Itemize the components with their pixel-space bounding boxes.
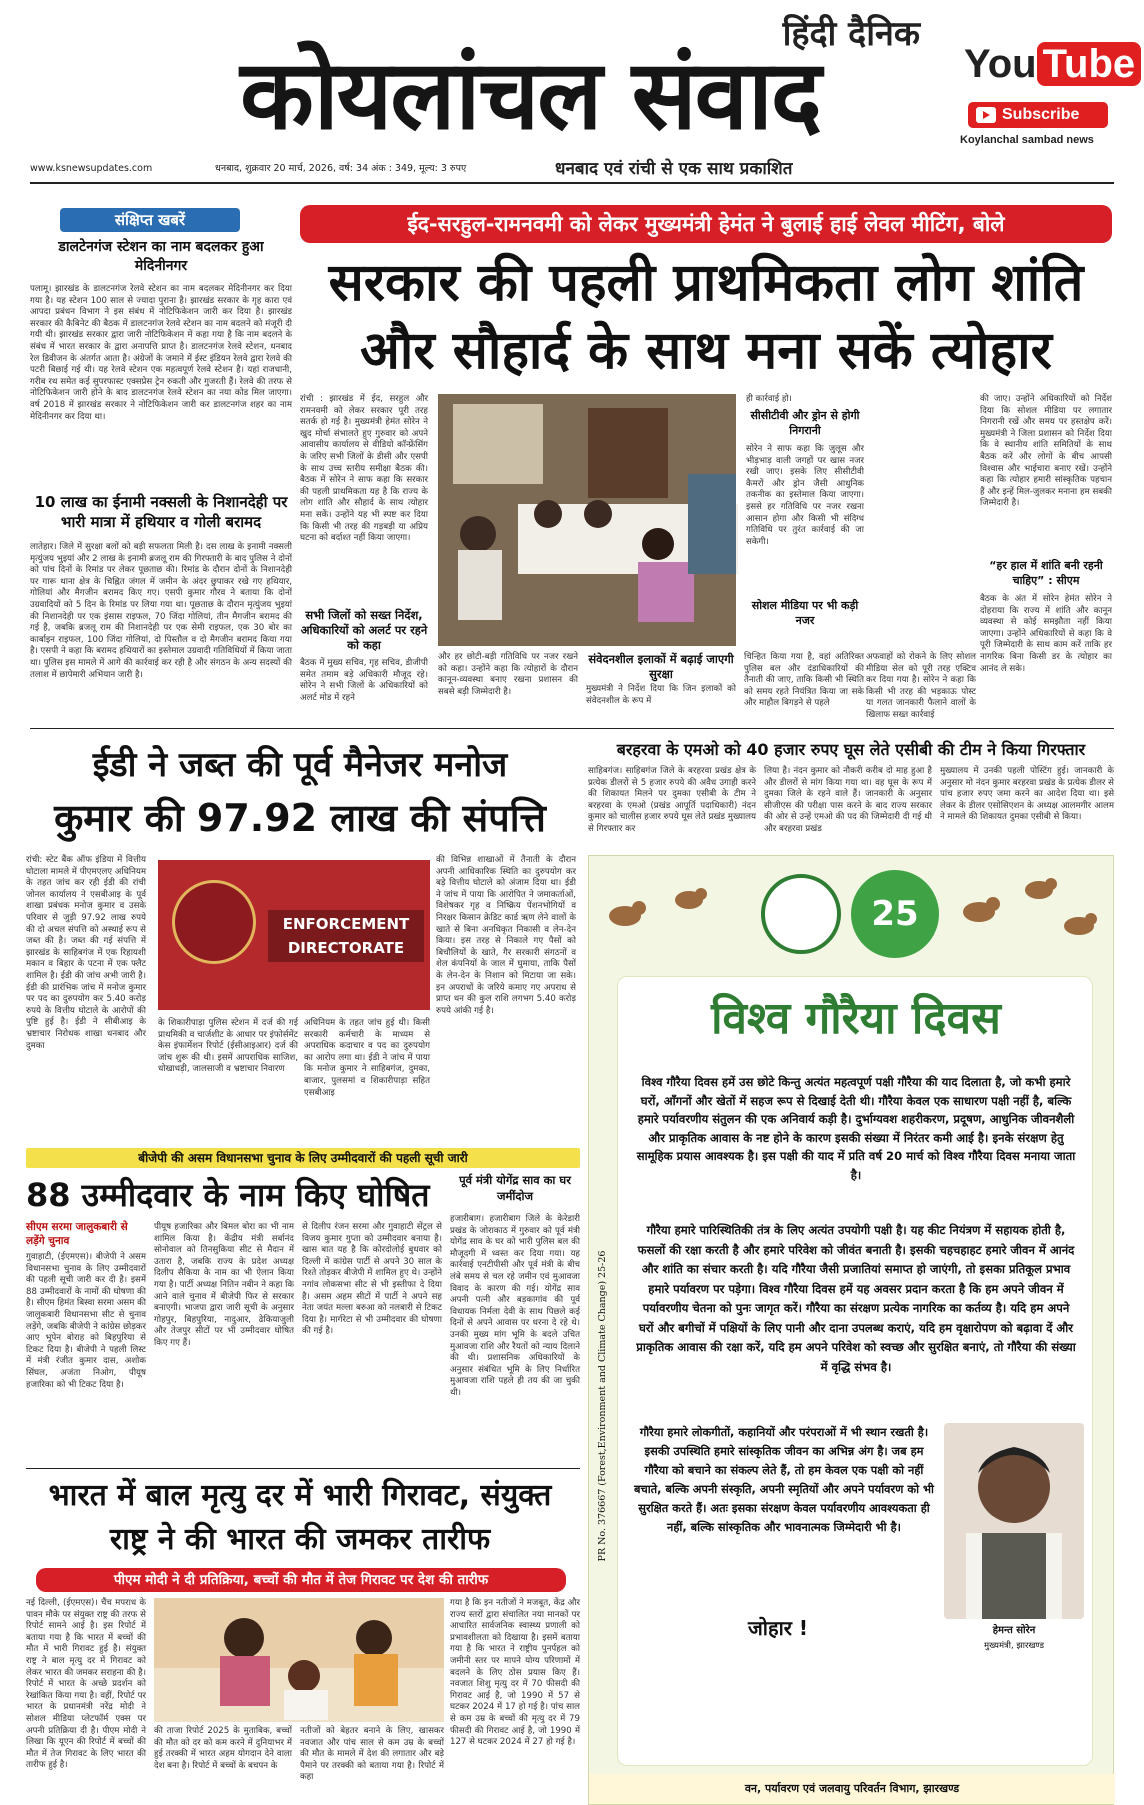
lead-col5b: बैठक के अंत में सोरेन हेमंत सोरेन ने दोहराया कि राज्य में शांति और कानून व्यवस्था से कोई समझौता नहीं किया जाएगा। उन्होंने अधिकारियों से कहा कि वे पूरी जिम्मेदारी के साथ काम करें ताकि हर नागरिक बिना किसी डर के त्योहार का आनंद ले सके। [980,594,1112,674]
silver-jubilee-badge: 25 [851,870,939,958]
brief-headline-1: डालटेनगंज स्टेशन का नाम बदलकर हुआ मेदिनीनगर [58,239,264,274]
cm-portrait-graphic [944,1423,1084,1619]
lead-col1: रांची : झारखंड में ईद, सरहुल और रामनवमी को लेकर सरकार पूरी तरह सतर्क हो गई है। मुख्यमंत्री हेमंत सोरेन ने खुद मोर्चा संभालते हुए गुरुवार को अपने आवासीय कार्यालय से वीडियो कॉन्फ्रेंसिंग के जरिए सभी जिलों के डीसी और एसपी के साथ उच्च स्तरीय समीक्षा बैठक की। बैठक में सोरेन ने साफ कहा कि सरकार की पहली प्राथमिकता यह है कि राज्य के लोग शांति और सौहार्द के साथ त्योहार मना सकें। उन्होंने यह भी स्पष्ट कर दिया कि किसी भी तरह की गड़बड़ी या अप्रिय घटना को बर्दाश्त नहीं किया जाएगा। [300,394,428,544]
bjp-subhead: सीएम सरमा जालुकबारी से लड़ेंगे चुनाव [26,1221,128,1247]
tagline: धनबाद एवं रांची से एक साथ प्रकाशित [555,159,793,179]
lead-col4c: अफवाहों को रोकने के लिए सोशल मीडिया सेल को पूरी तरह एक्टिव कर दिया गया है। सोरेन ने कहा कि किसी भी तरह की भड़काऊ पोस्ट या गलत जानकारी फैलाने वालों के खिलाफ सख्त कार्रवाई [866,652,976,720]
lead-subhead-3: सीसीटीवी और ड्रोन से होगी निगरानी [750,409,860,437]
masthead-hindi-label: हिंदी दैनिक [782,14,920,54]
lead-body [300,394,1112,720]
brief-news-column [30,208,292,698]
lead-subhead-2: संवेदनशील इलाकों में बढ़ाई जाएगी सुरक्षा [588,652,734,681]
dateline-bar [30,158,960,180]
cm-title: मुख्यमंत्री, झारखण्ड [983,1641,1044,1651]
ed-col3: अधिनियम के तहत जांच हुई थी। किसी सरकारी कर्मचारी के माध्यम से अपराधिक कदाचार व पद का दुरुपयोग का आरोप लगा था। ईडी ने जांच में पाया कि मनोज कुमार ने साहिबगंज, दुमका, बाजार, पुलसमां व शिकारीपाड़ा सहित एसबीआइ [304,1018,430,1098]
ed-logo-image [158,860,430,1010]
section-divider-2 [26,1468,580,1469]
lead-col2b: मुख्यमंत्री ने निर्देश दिया कि जिन इलाकों को संवेदनशील के रूप में [586,684,736,706]
ad-paragraph-3: गौरैया हमारे लोकगीतों, कहानियों और परंपराओं में भी स्थान रखती है। इसकी उपस्थिति हमारे सांस्कृतिक जीवन का अभिन्न अंग है। जब हम गौरैया को बचाने का संकल्प लेते हैं, तो हम केवल एक पक्षी को नहीं बचाते, बल्कि अपनी संस्कृति, अपनी स्मृतियों और अपने पर्यावरण को भी सुरक्षित करते हैं। अतः इसका संरक्षण केवल पर्यावरणीय आवश्यकता ही नहीं, बल्कि सांस्कृतिक और भावनात्मक जिम्मेदारी भी है। [634,1425,934,1534]
lead-subhead-4: सोशल मीडिया पर भी कड़ी नजर [751,599,859,627]
brief-header: संक्षिप्त खबरें [60,208,240,232]
youtube-logo: You Tube [964,40,1141,88]
ad-content-card [617,976,1093,1766]
child-col2: की ताजा रिपोर्ट 2025 के मुताबिक, बच्चों की मौत को दर को कम करने में दुनियाभर में हुई तरक्की में भारत अहम योगदान देने वाला देश बना है। रिपोर्ट में बच्चों के बचपन के [154,1726,292,1771]
bjp-kicker: बीजेपी की असम विधानसभा चुनाव के लिए उम्मीदवारों की पहली सूची जारी [26,1148,580,1168]
lead-col3: चिन्हित किया गया है, वहां अतिरिक्त पुलिस बल और दंडाधिकारियों की तैनाती की जाए, ताकि किसी भी स्थिति को समय रहते नियंत्रित किया जा सके और माहौल बिगड़ने से पहले [744,652,864,709]
lead-subhead-1: सभी जिलों को सख्त निर्देश, अधिकारियों को अलर्ट पर रहने को कहा [300,608,428,652]
brief-headline-2: 10 लाख का ईनामी नक्सली के निशानदेही पर भारी मात्रा में हथियार व गोली बरामद [34,493,288,531]
acb-col3: मुख्यालय में उनकी पहली पोस्टिंग हुई। जानकारी के अनुसार मो नंदन कुमार बरहरवा प्रखंड के प्रत्येक डीलर से पांच हजार रुपए जमा करने का आदेश दिया था। इसे लेकर के डीलर एसोसिएशन के अध्यक्ष आलमगीर आलम ने मामले की शिकायत दुमका एसीबी से किया। [940,766,1114,823]
ad-signoff: जोहार ! [747,1616,809,1640]
child-headline-line1: भारत में बाल मृत्यु दर में भारी गिरावट, संयुक्त [48,1478,552,1513]
sparrow-day-advertisement [588,855,1114,1805]
ed-col2: के शिकारीपाड़ा पुलिस स्टेशन में दर्ज की गई प्राथमिकी व चार्जशीट के आधार पर इंफोर्समेंट केस इंफार्मेशन रिपोर्ट (ईसीआइआर) दर्ज की जांच शुरू की थी। इसमें आपराधिक साजिश, धोखाधड़ी, जालसाजी व भ्रष्टाचार निवारण [158,1018,298,1075]
ed-headline-line2: कुमार की 97.92 लाख की संपत्ति [54,796,546,840]
ed-col4: की विभिन्न शाखाओं में तैनाती के दौरान अपनी आधिकारिक स्थिति का दुरुपयोग कर बड़े वित्तीय घोटाले को अंजाम दिया था। ईडी ने जांच में पाया कि आरोपित ने जमाकर्ताओं, विशेषकर गृह व निष्क्रिय पेंशनभोगियों व निरक्षर किसान क्रेडिट कार्ड ऋण लेने वालों के खाते से बिना अनधिकृत निकासी व लेन-देन किया। इस तरह से निकाले गए पैसों को बिचौलियों के खाते, गैर सरकारी संगठनों व शेल कंपनियों के जाल में घुमाया, ताकि पैसों के लेन-देन के निशान को मिटाया जा सके। इन अपराधों के जरिये कमाए गए अपराध से प्राप्त धन की कुल राशि लगभग 5.40 करोड़ रुपये आंकी गई है। [436,855,576,1016]
brief-body-2: लातेहार। जिले में सुरक्षा बलों को बड़ी सफलता मिली है। दस लाख के इनामी नक्सली मृत्युंजय भुइयां और 2 लाख के इनामी ब्रजलू राम की गिरफ्तारी के बाद पुलिस ने दोनों को पांच दिनों के रिमांड पर लेकर पूछताछ की। रिमांड के दौरान दोनों के निशानदेही पर गारू थाना क्षेत्र के चिह्नित जंगल में जमीन के अंदर छुपाकर रखे गए हथियार, गोलियां और मैगजीन बरामद किए गए। एसपी कुमार गौरव ने बताया कि दोनों उग्रवादियों को 5 दिन के रिमांड पर लिया गया था। पूछताछ के दौरान मृत्युंजय भुइयां की निशानदेही पर एक इंसास राइफल, 70 जिंदा गोलियां, तीन मैगजीन बरामद की गई है, जबकि ब्रजलू राम की निशानदेही पर एक सेमी राइफल, एक 30 बोर का कार्बाइन राइफल, 100 जिंदा गोलियां, दो पिस्तौल व दो मैगजीन बरामद किया गया है। एसपी ने कहा कि बरामद हथियारों का इस्तेमाल उग्रवादी गतिविधियों में किया जाता था। पुलिस इस मामले में आगे की कार्रवाई कर रही है और संगठन के अन्य सदस्यों की तलाश में छापेमारी अभियान जारी है। [30,542,292,680]
channel-name: Koylanchal sambad news [960,134,1094,146]
ed-col1: रांची: स्टेट बैंक ऑफ इंडिया में वित्तीय घोटाला मामले में पीएमएलए अधिनियम के तहत जांच कर रही ईडी की रांची जोनल कार्यालय ने एसबीआइ के पूर्व शाखा प्रबंधक मनोज कुमार व उसके परिवार से जुड़ी 97.92 लाख रुपये की दो अचल संपत्ति को अस्थाई रूप से जब्त की है। जब्त की गई संपत्ति में झारखंड के साहिबगंज में एक रिहायशी मकान व बिहार के पटना में एक फ्लैट शामिल है। ईडी की जांच अभी जारी है। ईडी की प्रारंभिक जांच में मनोज कुमार पर पद का दुरुपयोग कर 5.40 करोड़ रुपये के वित्तीय घोटाले के आरोपों की पुष्टि हुई है। ईडी ने सीबीआइ के भ्रष्टाचार निरोधक शाखा धनबाद और दुमका [26,855,146,1051]
meeting-photo-graphic [438,394,736,646]
acb-headline: बरहरवा के एमओ को 40 हजार रुपए घूस लेते एसीबी की टीम ने किया गिरफ्तार [616,740,1086,759]
bjp-headline: 88 उम्मीदवार के नाम किए घोषित [26,1176,430,1214]
ad-paragraph-1: विश्व गौरैया दिवस हमें उस छोटे किन्तु अत्यंत महत्वपूर्ण पक्षी गौरैया की याद दिलाता है, जो कभी हमारे घरों, आँगनों और खेतों में सहज रूप से दिखाई देती थी। गौरैया केवल एक साधारण पक्षी नहीं है, बल्कि हमारे पर्यावरणीय संतुलन की एक अनिवार्य कड़ी है। दुर्भाग्यवश शहरीकरण, प्रदूषण, आधुनिक जीवनशैली और प्राकृतिक आवास के नष्ट होने के कारण इसकी संख्या में निरंतर कमी आई है। इनके संरक्षण हेतु सामूहिक प्रयास आवश्यक है। इस पक्षी की याद में प्रति वर्ष 20 मार्च को विश्व गौरैया दिवस मनाया जाता है। [636,1075,1076,1182]
lead-col4b: सोरेन ने साफ कहा कि जुलूस और भीड़भाड़ वाली जगहों पर खास नजर रखी जाए। इसके लिए सीसीटीवी कैमरों और ड्रोन जैसी आधुनिक तकनीक का इस्तेमाल किया जाएगा। इससे हर गतिविधि पर नजर रखना आसान होगा और किसी भी संदिग्ध गतिविधि पर तुरंत कार्रवाई की जा सकेगी। [746,444,864,547]
ed-logo-text: ENFORCEMENT DIRECTORATE [268,910,424,962]
newspaper-title: कोयलांचल संवाद [240,39,820,151]
lead-kicker: ईद-सरहुल-रामनवमी को लेकर मुख्यमंत्री हेमंत ने बुलाई हाई लेवल मीटिंग, बोले [300,205,1112,243]
cm-name: हेमन्त सोरेन [992,1625,1036,1636]
lead-col4: ही कार्रवाई हो। [746,394,792,404]
cm-portrait [944,1423,1084,1619]
ad-paragraph-2: गौरैया हमारे पारिस्थितिकी तंत्र के लिए अत्यंत उपयोगी पक्षी है। यह कीट नियंत्रण में सहायक होती है, फसलों की रक्षा करती है और हमारे परिवेश को जीवंत बनाती है। इसकी चहचहाहट हमारे जीवन में आनंद और शांति का संचार करती है। यदि गौरैया जैसी प्रजातियां समाप्त हो जाएंगी, तो इसका प्रतिकूल प्रभाव हमारे पर्यावरण पर पड़ेगा। विश्व गौरैया दिवस हमें यह अवसर प्रदान करता है कि हम अपने जीवन में पर्यावरणीय चेतना को पुनः जागृत करें। गौरैया का संरक्षण प्रत्येक नागरिक का कर्तव्य है। यदि हम अपने घरों और बगीचों में पक्षियों के लिए पानी और दाना उपलब्ध कराएं, यदि हम वृक्षारोपण को बढ़ावा दें और प्राकृतिक आवास की रक्षा करें, यदि हम अपने परिवेश को स्वच्छ और सुरक्षित बनाएं, तो गौरैया की संख्या में वृद्धि संभव है। [636,1223,1076,1374]
child-col3: नतीजों को बेहतर बनाने के लिए, खासकर नवजात और पांच साल से कम उम्र के बच्चों की मौत के मामले में देश की लगातार और बड़े पैमाने पर तरक्की को बताया गया है। रिपोर्ट में कहा [300,1726,444,1783]
ed-emblem-icon [172,880,256,964]
jharkhand-emblem-icon [761,874,841,954]
child-headline-line2: राष्ट्र ने की भारत की जमकर तारीफ [109,1522,491,1557]
lead-col1b: बैठक में मुख्य सचिव, गृह सचिव, डीजीपी समेत तमाम बड़े अधिकारी मौजूद रहे। सोरेन ने सभी जिलों के अधिकारियों को अलर्ट मोड में रहने [300,658,428,703]
issue-dateline: धनबाद, शुक्रवार 20 मार्च, 2026, वर्ष: 34 अंक : 349, मूल्य: 3 रुपए [215,163,467,174]
ad-department-footer: वन, पर्यावरण एवं जलवायु परिवर्तन विभाग, झारखण्ड [589,1774,1115,1804]
bjp-col3: से दिलीप रंजन सरमा और गुवाहाटी सेंट्रल से विजय कुमार गुप्ता को उम्मीदवार बनाया है। खास बात यह है कि कोरदोलोई बुधवार को दिल्ली में कांग्रेस पार्टी से अपने 30 साल के रिश्ते तोड़कर बीजेपी में शामिल हुए थे। उन्होंने नगांव लोकसभा सीट से भी इस्तीफा दे दिया है। असम अहम सीटों में पार्टी ने अपने सह नेता जयंत मल्ला बरुआ को नलबारी से टिकट दिया है। मार्गरेटा से भी उम्मीदवार की घोषणा की गई है। [302,1222,442,1337]
acb-col2: लिया है। नंदन कुमार को नौकरी करीब दो माह हुआ है और डीलरों से मांग किया गया था। वह घूस के रूप में दुमका जिले के रहने वाले हैं। जानकारी के अनुसार सीजीएस की परीक्षा पास करने के बाद राज्य सरकार की ओर से उन्हें एमओ की पद की जिम्मेदारी दी गई थी और बरहरवा प्रखंड [764,766,932,834]
play-icon [976,107,996,123]
subscribe-button[interactable]: Subscribe [968,102,1108,128]
child-col4: गया है कि इन नतीजों ने मजबूत, केंद्र और राज्य स्तरों द्वारा संचालित नया मानकों पर आधारित सार्वजनिक स्वास्थ्य प्रणाली को प्रभावशीलता को दिखाया है। इसमें बताया गया है कि भारत ने राष्ट्रीय पुनर्पहल को जमीनी स्तर पर मापने योग्य परिणामों में बदलने के लिए ठोस प्रयास किए हैं। नवजात शिशु मृत्यु दर में 70 फीसदी की गिरावट आई है, जो 1990 में 57 से घटकर 2024 में 17 हो गई है। पांच साल से कम उम्र के बच्चों की मृत्यु दर में 79 फीसदी की गिरावट आई है, जो 1990 में 127 से घटकर 2024 में 27 हो गई है। [450,1598,580,1748]
lead-col2: और हर छोटी-बड़ी गतिविधि पर नजर रखने को कहा। उन्होंने कहा कि त्योहारों के दौरान कानून-व्यवस्था बनाए रखना प्रशासन की सबसे बड़ी जिम्मेदारी है। [438,652,578,697]
pr-number-vertical: PR No. 376667 (Forest,Environment and Climate Change) 25-26 [597,1250,608,1562]
child-photo-graphic [154,1598,444,1722]
brief-body-1: पलामू। झारखंड के डालटनगंज रेलवे स्टेशन का नाम बदलकर मेदिनीनगर कर दिया गया है। यह स्टेशन 100 साल से ज्यादा पुराना है। झारखंड सरकार के गृह कारा एवं आपदा प्रबंधन विभाग ने इस संबंध में नोटिफिकेशन जारी कर दिया है। झारखंड सरकार की कैबिनेट की बैठक में डालटनगंज रेलवे स्टेशन का नाम बदलने को मंजूरी दी गयी थी। झारखंड सरकार द्वारा जारी नोटिफिकेशन में कहा गया है कि नाम बदलने के संबंध में भारत सरकार के द्वारा अनापत्ति प्राप्त है। डालटनगंज रेलवे स्टेशन, धनबाद रेल डिवीजन के अंतर्गत आता है। अंग्रेजों के जमाने में ईस्ट इंडियन रेलवे द्वारा रेलवे की पटरी बिछाई गई थी। यह रेलवे स्टेशन एक महत्वपूर्ण रेलवे स्टेशन है। यहां राजधानी, गरीब रथ समेत कई सुपरफास्ट एक्सप्रेस ट्रेन रुकती और गुजरती हैं। रेलवे की तरफ से नोटिफिकेशन जारी होने के बाद डालटनगंज रेलवे स्टेशन का नया कोड मिल जाएगा। वर्ष 2018 में झारखंड सरकार ने नोटिफिकेशन जारी कर डालटनगंज शहर का नाम मेदिनीनगर कर दिया था। [30,284,292,422]
website-link[interactable]: www.ksnewsupdates.com [30,163,153,174]
child-col1: नई दिल्ली, (ईएमएस)। चैंच मपराध के पावन मौके पर संयुक्त राष्ट्र की तरफ से रिपोर्ट सामने आई है। इस रिपोर्ट में बताया गया है कि भारत में बच्चों की मौत में भारी गिरावट हुई है। संयुक्त राष्ट्र ने बाल मृत्यु दर में गिरावट को लेकर भारत की जमकर सराहना की है। रिपोर्ट में भारत के अच्छे प्रदर्शन को रेखांकित किया गया है। वहीं, रिपोर्ट पर भारत के प्रधानमंत्री नरेंद्र मोदी ने सोशल मीडिया प्लेटफॉर्म एक्स पर अपनी प्रतिक्रिया दी है। पीएम मोदी ने लिखा कि यूएन की रिपोर्ट में बच्चों की मौत में तेज गिरावट के लिए भारत की तारीफ हुई है। [26,1598,146,1771]
lead-headline-line1: सरकार की पहली प्राथमिकता लोग शांति [328,253,1084,313]
lead-col5: की जाए। उन्होंने अधिकारियों को निर्देश दिया कि सोशल मीडिया पर लगातार निगरानी रखें और समय पर हस्तक्षेप करें। मुख्यमंत्री ने जिला प्रशासन को निर्देश दिया कि वे स्थानीय शांति समितियों के साथ बैठक करें और लोगों के बीच आपसी विश्वास और भाईचारा बनाए रखें। उन्होंने कहा कि त्योहार हमारी सांस्कृतिक पहचान हैं और इन्हें मिल-जुलकर मनाना हम सबकी जिम्मेदारी है। [980,394,1112,509]
youtube-badge[interactable] [960,40,1136,170]
meeting-photo [438,394,736,646]
ed-headline-line1: ईडी ने जब्त की पूर्व मैनेजर मनोज [92,745,508,785]
section-divider [30,728,1114,729]
lead-quote: “हर हाल में शांति बनी रहनी चाहिए” : सीएम [989,559,1103,587]
child-photo [154,1598,444,1722]
masthead-divider [30,182,1114,184]
sao-body: हजारीबाग। हजारीबाग जिले के केरेडारी प्रखंड के जोराकाठ में गुरुवार को पूर्व मंत्री योगेंद्र साव के घर को भारी पुलिस बल की मौजूदगी में ध्वस्त कर दिया गया। यह कार्रवाई एनटीपीसी और पूर्व मंत्री के बीच लंबे समय से चल रहे जमीन एवं मुआवजा विवाद के कारण की गई। योगेंद्र साव अपनी पत्नी और बड़कागांव की पूर्व विधायक निर्मला देवी के साथ पिछले कई दिनों से अपने आवास पर धरना दे रहे थे। उनकी मुख्य मांग भूमि के बदले उचित मुआवजा राशि और रैयतों को न्याय दिलाने की थी। प्रशासनिक अधिकारियों के अनुसार संबंधित भूमि के लिए निर्धारित मुआवजा राशि पहले ही तय की जा चुकी थी। [450,1214,580,1398]
bjp-col2: पीयूष हजारिका और बिमल बोरा का भी नाम शामिल किया है। केंद्रीय मंत्री सर्बानंद सोनोवाल को तिनसुकिया सीट से मैदान में उतारा है, जबकि राज्य के प्रदेश अध्यक्ष दिलीप सैकिया के नाम का भी ऐलान किया गया है। पार्टी अध्यक्ष नितिन नबीन ने कहा कि आने वाले चुनाव में बीजेपी फिर से सरकार बनाएगी। भाजपा द्वारा जारी सूची के अनुसार गोहपुर, बिहपुरिया, नादुआर, ढेकियाजुली और तेजपुर सीटों पर भी उम्मीदवार घोषित किए गए हैं। [154,1222,294,1348]
bjp-col1: गुवाहाटी, (ईएमएस)। बीजेपी ने असम विधानसभा चुनाव के लिए उम्मीदवारों की पहली सूची जारी कर दी है। इसमें 88 उम्मीदवारों के नामों की घोषणा की है। सीएम हिमंत बिस्वा सरमा असम की जालुकबारी विधानसभा सीट से चुनाव लड़ेंगे, जबकि बीजेपी ने कांग्रेस छोड़कर आए भूपेन बोराह को बिहपुरिया से टिकट दिया है। बीजेपी ने पहली लिस्ट में मंत्री रंजीत कुमार दास, अशोक सिंघल, अजंता निओग, पीयूष हजारिका को भी टिकट दिया है। [26,1252,146,1390]
acb-col1: साहिबगंज। साहिबगंज जिले के बरहरवा प्रखंड क्षेत्र के प्रत्येक डीलरों से 5 हजार रुपये की अवैध उगाही करने की शिकायत मिलने पर दुमका एसीबी के टीम ने बरहरवा के एमओ (प्रखंड आपूर्ति पदाधिकारी) नंदन कुमार को चालीस हजार रुपये घूस लेते प्रखंड मुख्यालय से गिरफ्तार कर [588,766,756,834]
sao-subhead: पूर्व मंत्री योगेंद्र साव का घर जमींदोज [459,1173,571,1203]
child-kicker: पीएम मोदी ने दी प्रतिक्रिया, बच्चों की मौत में तेज गिरावट पर देश की तारीफ [36,1568,566,1592]
lead-headline-line2: और सौहार्द के साथ मना सकें त्योहार [360,321,1052,381]
ad-title: विश्व गौरैया दिवस [711,993,1001,1044]
